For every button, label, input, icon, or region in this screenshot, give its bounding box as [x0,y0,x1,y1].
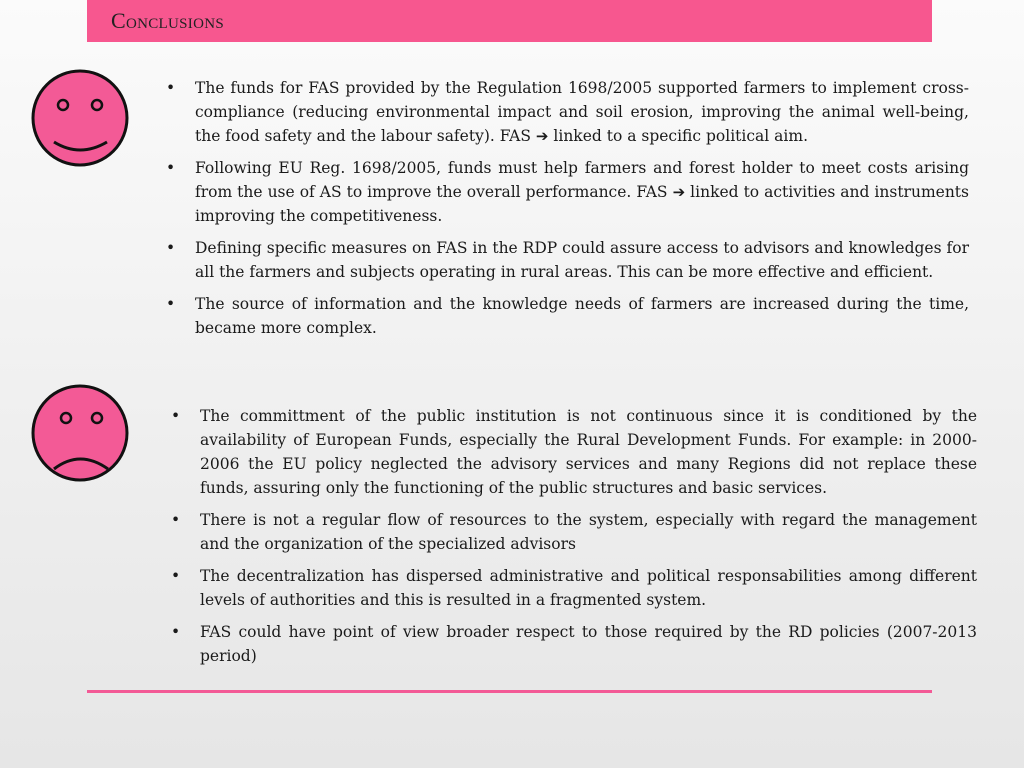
negative-points-list [168,404,977,676]
list-item: • The funds for FAS provided by the Regulation 1698/2005 supported farmers to implement cross-compliance (reducing environmental impact and soil erosion, improving the animal well-being, the food safety and the labour safety). FAS ➔ linked to a specific political aim. [163,76,969,148]
list-item: • The source of information and the knowledge needs of farmers are increased during the time, became more complex. [163,292,969,340]
title-bar [87,0,932,42]
list-item: • There is not a regular flow of resources to the system, especially with regard the management and the organization of the specialized advisors [168,508,977,556]
positive-points-list [163,76,969,348]
list-item: • The decentralization has dispersed administrative and political responsabilities among different levels of authorities and this is resulted in a fragmented system. [168,564,977,612]
arrow-right-icon: ➔ [672,183,686,201]
sad-face-icon [30,383,130,483]
arrow-right-icon: ➔ [535,127,549,145]
slide-title: Conclusions [111,8,224,33]
list-item: • Defining specific measures on FAS in the RDP could assure access to advisors and knowledges for all the farmers and subjects operating in rural areas. This can be more effective and efficient. [163,236,969,284]
bottom-divider [87,690,932,693]
list-item: • FAS could have point of view broader respect to those required by the RD policies (2007-2013 period) [168,620,977,668]
happy-face-icon [30,68,130,168]
list-item: • Following EU Reg. 1698/2005, funds must help farmers and forest holder to meet costs arising from the use of AS to improve the overall performance. FAS ➔ linked to activities and instruments improving the competitiveness. [163,156,969,228]
list-item: • The committment of the public institution is not continuous since it is conditioned by the availability of European Funds, especially the Rural Development Funds. For example: in 2000-2006 the EU policy neglected the advisory services and many Regions did not replace these funds, assuring only the functioning of the public structures and basic services. [168,404,977,500]
